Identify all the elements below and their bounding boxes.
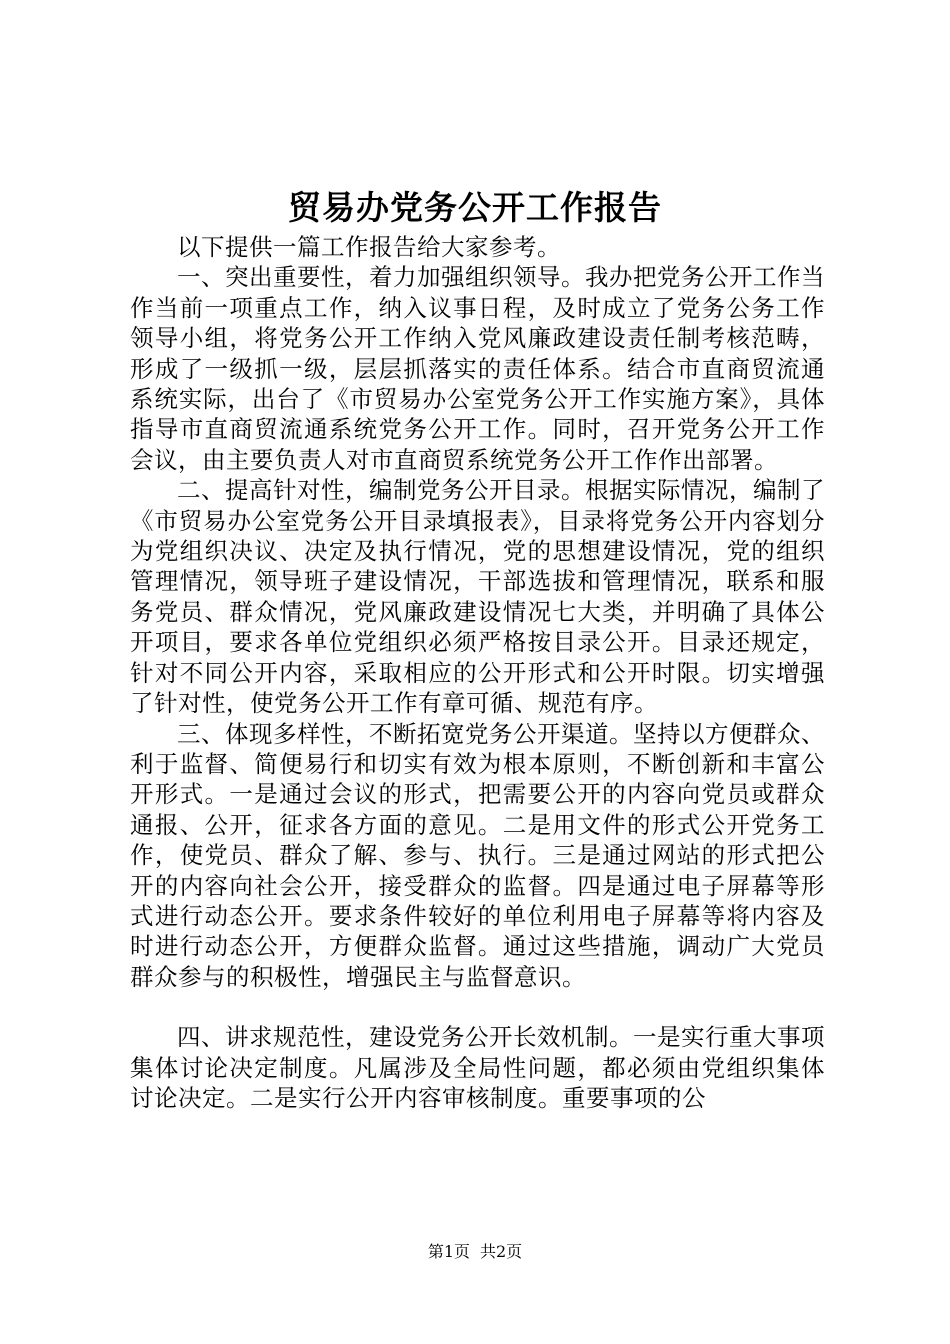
- document-title: 贸易办党务公开工作报告: [288, 188, 662, 227]
- page-footer: [0, 1242, 950, 1262]
- section-four-paragraph: 四、讲求规范性，建设党务公开长效机制。一是实行重大事项集体讨论决定制度。凡属涉及全局性问题，都必须由党组织集体讨论决定。二是实行公开内容审核制度。重要事项的公: [130, 1023, 825, 1112]
- section-two-paragraph: 二、提高针对性，编制党务公开目录。根据实际情况，编制了《市贸易办公室党务公开目录填报表》，目录将党务公开内容划分为党组织决议、决定及执行情况，党的思想建设情况，党的组织管理情况，领导班子建设情况，干部选拔和管理情况，联系和服务党员、群众情况，党风廉政建设情况七大类，并明确了具体公开项目，要求各单位党组织必须严格按目录公开。目录还规定，针对不同公开内容，采取相应的公开形式和公开时限。切实增强了针对性，使党务公开工作有章可循、规范有序。: [130, 476, 825, 718]
- section-one-paragraph: 一、突出重要性，着力加强组织领导。我办把党务公开工作当作当前一项重点工作，纳入议事日程，及时成立了党务公务工作领导小组，将党务公开工作纳入党风廉政建设责任制考核范畴，形成了一级抓一级，层层抓落实的责任体系。结合市直商贸流通系统实际，出台了《市贸易办公室党务公开工作实施方案》，具体指导市直商贸流通系统党务公开工作。同时，召开党务公开工作会议，由主要负责人对市直商贸系统党务公开工作作出部署。: [130, 263, 825, 474]
- intro-paragraph: 以下提供一篇工作报告给大家参考。: [177, 233, 561, 261]
- section-three-paragraph: 三、体现多样性，不断拓宽党务公开渠道。坚持以方便群众、利于监督、简便易行和切实有效为根本原则，不断创新和丰富公开形式。一是通过会议的形式，把需要公开的内容向党员或群众通报、公开，征求各方面的意见。二是用文件的形式公开党务工作，使党员、群众了解、参与、执行。三是通过网站的形式把公开的内容向社会公开，接受群众的监督。四是通过电子屏幕等形式进行动态公开。要求条件较好的单位利用电子屏幕等将内容及时进行动态公开，方便群众监督。通过这些措施，调动广大党员群众参与的积极性，增强民主与监督意识。: [130, 719, 825, 991]
- page-number: 第1页: [427, 1242, 470, 1261]
- document-body: [130, 232, 825, 1113]
- page-total: 共2页: [480, 1242, 523, 1261]
